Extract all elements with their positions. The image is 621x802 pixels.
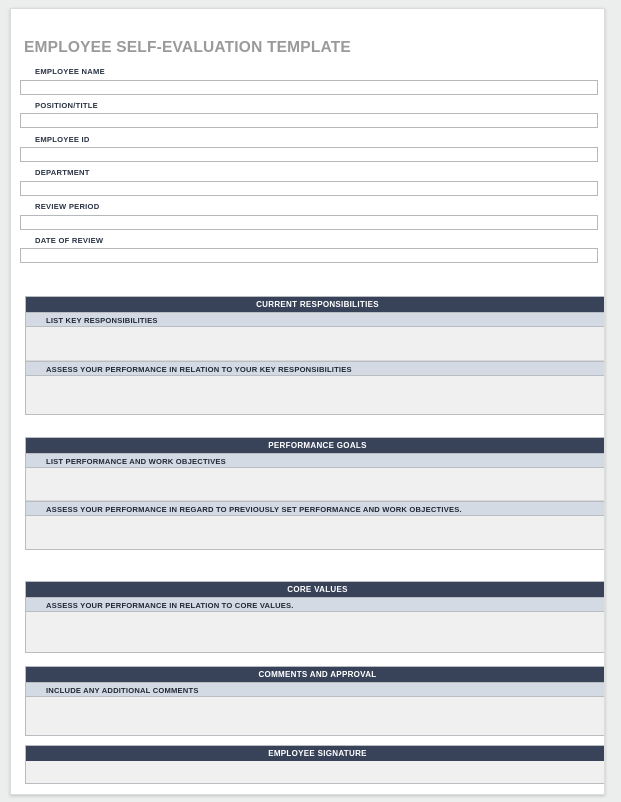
- section-subheader: ASSESS YOUR PERFORMANCE IN REGARD TO PREVIOUSLY SET PERFORMANCE AND WORK OBJECTIVES.: [26, 501, 605, 516]
- section-subheader: INCLUDE ANY ADDITIONAL COMMENTS: [26, 682, 605, 697]
- field-input[interactable]: [20, 147, 598, 162]
- form-field-row: [20, 67, 598, 95]
- section: [25, 437, 605, 550]
- field-input[interactable]: [20, 248, 598, 263]
- form-field-row: [20, 202, 598, 230]
- field-label: POSITION/TITLE: [35, 100, 98, 110]
- section-header: CORE VALUES: [26, 582, 605, 597]
- section-response-input[interactable]: [26, 468, 605, 501]
- section-header: CURRENT RESPONSIBILITIES: [26, 297, 605, 312]
- form-field-row: [20, 168, 598, 196]
- section-subheader: ASSESS YOUR PERFORMANCE IN RELATION TO CORE VALUES.: [26, 597, 605, 612]
- section-header: PERFORMANCE GOALS: [26, 438, 605, 453]
- form-field-row: [20, 101, 598, 129]
- section-response-input[interactable]: [26, 697, 605, 735]
- field-input[interactable]: [20, 181, 598, 196]
- section-response-input[interactable]: [26, 327, 605, 361]
- field-label: REVIEW PERIOD: [35, 202, 100, 212]
- section-header: COMMENTS AND APPROVAL: [26, 667, 605, 682]
- field-label: DEPARTMENT: [35, 168, 90, 178]
- field-input[interactable]: [20, 113, 598, 128]
- form-field-row: [20, 135, 598, 163]
- field-input[interactable]: [20, 80, 598, 95]
- section-header: EMPLOYEE SIGNATURE: [26, 746, 605, 761]
- section-response-input[interactable]: [26, 761, 605, 783]
- section: [25, 296, 605, 415]
- field-label: DATE OF REVIEW: [35, 235, 104, 245]
- section-subheader: LIST KEY RESPONSIBILITIES: [26, 312, 605, 327]
- field-label: EMPLOYEE ID: [35, 134, 90, 144]
- section-response-input[interactable]: [26, 376, 605, 414]
- document-page: [10, 8, 605, 795]
- section-subheader: ASSESS YOUR PERFORMANCE IN RELATION TO YOUR KEY RESPONSIBILITIES: [26, 361, 605, 376]
- field-input[interactable]: [20, 215, 598, 230]
- page-title: EMPLOYEE SELF-EVALUATION TEMPLATE: [24, 39, 351, 56]
- employee-info-form: [20, 67, 598, 270]
- section-subheader: LIST PERFORMANCE AND WORK OBJECTIVES: [26, 453, 605, 468]
- section: [25, 745, 605, 784]
- section: [25, 581, 605, 653]
- section-response-input[interactable]: [26, 612, 605, 652]
- field-label: EMPLOYEE NAME: [35, 67, 105, 76]
- section-response-input[interactable]: [26, 516, 605, 549]
- form-field-row: [20, 236, 598, 264]
- section: [25, 666, 605, 736]
